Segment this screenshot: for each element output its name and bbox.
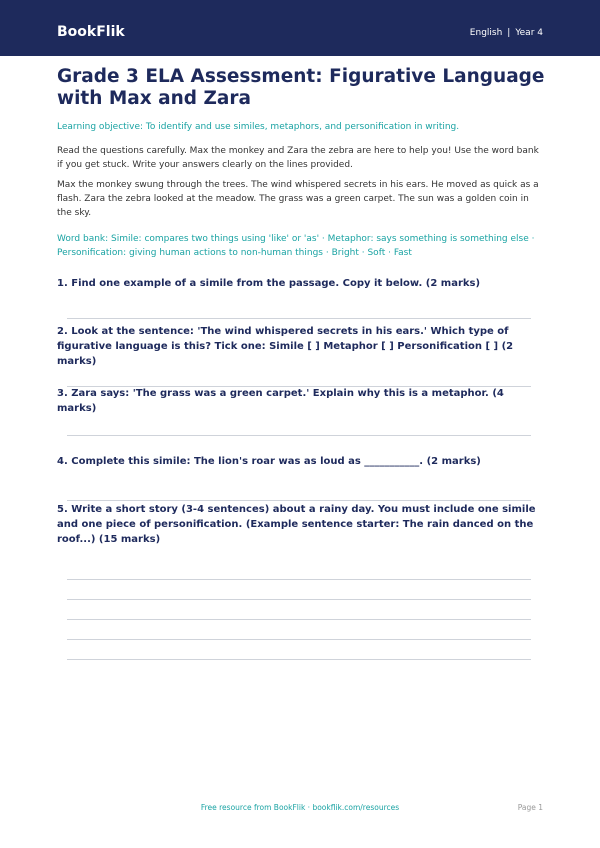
subject-label: English <box>469 28 503 38</box>
year-label: Year 4 <box>515 28 543 38</box>
answer-line[interactable] <box>67 659 531 660</box>
page-title: Grade 3 ELA Assessment: Figurative Language with Max and Zara <box>57 66 545 109</box>
question-5: 5. Write a short story (3-4 sentences) about a rainy day. You must include one simile and one piece of personification. (Example sentence starter: The rain danced on the roof...) (15 marks) <box>57 504 536 545</box>
answer-line[interactable] <box>67 599 531 600</box>
meta-separator: | <box>507 28 511 38</box>
footer-resource[interactable]: Free resource from BookFlik · bookflik.com/resources <box>200 803 400 812</box>
answer-line[interactable] <box>67 619 531 620</box>
question-2: 2. Look at the sentence: 'The wind whispered secrets in his ears.' Which type of figurative language is this? Tick one: Simile [ ] Metaphor [ ] Personification [ ] (2 marks) <box>57 326 514 367</box>
reading-passage: Max the monkey swung through the trees. The wind whispered secrets in his ears. He moved as quick as a flash. Zara the zebra looked at the meadow. The grass was a green carpet. The sun was a golden coin in the sky. <box>57 180 539 218</box>
answer-line[interactable] <box>67 579 531 580</box>
answer-line[interactable] <box>67 318 531 319</box>
answer-line[interactable] <box>67 435 531 436</box>
header-bar <box>0 0 600 56</box>
header-meta <box>470 28 543 38</box>
answer-line[interactable] <box>67 500 531 501</box>
question-4: 4. Complete this simile: The lion's roar was as loud as ___________. (2 marks) <box>57 456 481 467</box>
brand-logo[interactable]: BookFlik <box>57 24 125 40</box>
question-3: 3. Zara says: 'The grass was a green carpet.' Explain why this is a metaphor. (4 marks) <box>57 388 504 414</box>
word-bank: Word bank: Simile: compares two things using 'like' or 'as' · Metaphor: says something is something else · Personification: giving human actions to non-human things · Bright · Soft · Fast <box>57 234 535 258</box>
answer-line[interactable] <box>67 639 531 640</box>
learning-objective: Learning objective: To identify and use similes, metaphors, and personification in writing. <box>57 122 460 132</box>
page-number: Page 1 <box>517 803 543 812</box>
instructions-text: Read the questions carefully. Max the monkey and Zara the zebra are here to help you! Use the word bank if you get stuck. Write your answers clearly on the lines provided. <box>57 146 539 170</box>
question-1: 1. Find one example of a simile from the passage. Copy it below. (2 marks) <box>57 278 481 289</box>
